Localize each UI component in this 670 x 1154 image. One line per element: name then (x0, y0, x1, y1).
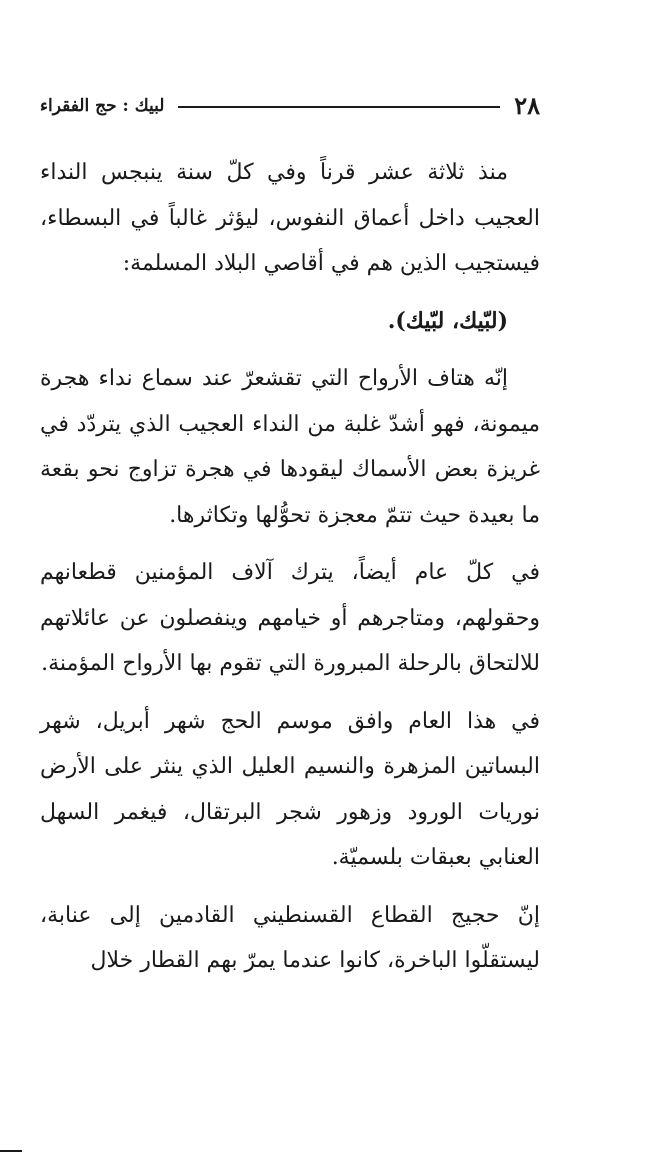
paragraph: في هذا العام وافق موسم الحج شهر أبريل، شهر البساتين المزهرة والنسيم العليل الذي ينثر على الأرض نوريات الورود وزهور شجر البرتقال، فيغمر السهل العنابي بعبقات بلسميّة. (40, 708, 540, 870)
paragraph: في كلّ عام أيضاً، يترك آلاف المؤمنين قطعانهم وحقولهم، ومتاجرهم أو خيامهم وينفصلون عن عائلاتهم للالتحاق بالرحلة المبرورة التي تقوم بها الأرواح المؤمنة. (40, 560, 540, 676)
running-title: لبيك : حج الفقراء (40, 96, 165, 116)
quoted-call: (لبّيك، لبّيك). (387, 307, 508, 334)
paragraph: منذ ثلاثة عشر قرناً وفي كلّ سنة ينبجس النداء العجيب داخل أعماق النفوس، ليؤثر غالباً في البسطاء، فيستجيب الذين هم في أقاصي البلاد المسلمة: (40, 160, 540, 276)
page-number: ٢٨ (514, 91, 540, 120)
page-header (40, 88, 540, 124)
header-rule (178, 106, 500, 108)
paragraph: إنّه هتاف الأرواح التي تقشعرّ عند سماع نداء هجرة ميمونة، فهو أشدّ غلبة من النداء العجيب الذي يتردّد في غريزة بعض الأسماك ليقودها في هجرة تزاوج نحو بقعة ما بعيدة حيث تتمّ معجزة تحوُّلها وتكاثرها. (40, 366, 540, 528)
paragraph: إنّ حجيج القطاع القسنطيني القادمين إلى عنابة، ليستقلّوا الباخرة، كانوا عندما يمرّ بهم القطار خلال (40, 902, 540, 973)
body-text (40, 150, 540, 996)
scan-edge-mark (0, 1150, 22, 1152)
